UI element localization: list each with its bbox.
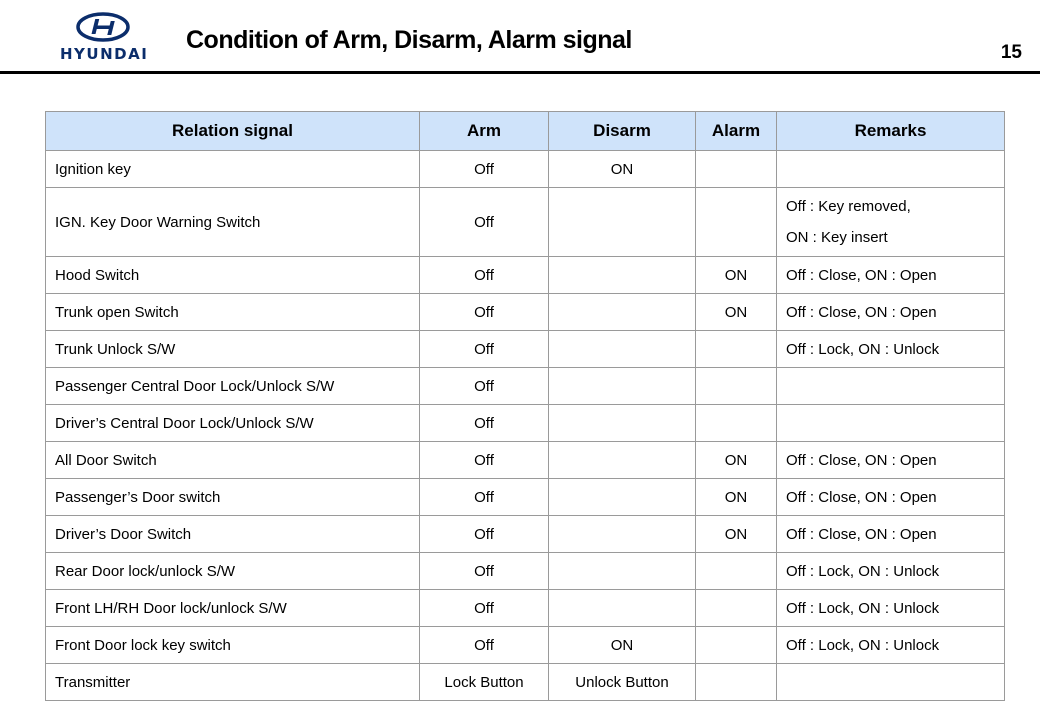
cell-remarks [777, 664, 1005, 701]
cell-alarm [696, 553, 777, 590]
cell-relation-signal: Ignition key [46, 151, 420, 188]
remark-line: Off : Close, ON : Open [786, 525, 937, 543]
cell-disarm [549, 368, 696, 405]
cell-disarm [549, 257, 696, 294]
cell-remarks [777, 442, 1005, 479]
cell-alarm [696, 627, 777, 664]
table-row [46, 188, 1005, 257]
remark-line: Off : Lock, ON : Unlock [786, 340, 940, 358]
cell-remarks [777, 188, 1005, 257]
cell-relation-signal: Trunk Unlock S/W [46, 331, 420, 368]
cell-relation-signal: Front LH/RH Door lock/unlock S/W [46, 590, 420, 627]
table-row [46, 257, 1005, 294]
cell-disarm [549, 188, 696, 257]
cell-disarm [549, 479, 696, 516]
slide-header [0, 0, 1040, 76]
cell-alarm: ON [696, 442, 777, 479]
cell-disarm [549, 590, 696, 627]
cell-arm: Off [420, 294, 549, 331]
cell-remarks [777, 257, 1005, 294]
cell-alarm [696, 188, 777, 257]
cell-arm: Off [420, 405, 549, 442]
cell-relation-signal: IGN. Key Door Warning Switch [46, 188, 420, 257]
cell-remarks [777, 151, 1005, 188]
remark-line: Off : Key removed, [786, 198, 911, 215]
header-divider [0, 71, 1040, 74]
cell-alarm [696, 405, 777, 442]
hyundai-logo [60, 12, 149, 63]
cell-alarm: ON [696, 516, 777, 553]
table-row [46, 368, 1005, 405]
cell-remarks [777, 368, 1005, 405]
cell-relation-signal: Front Door lock key switch [46, 627, 420, 664]
brand-wordmark: HYUNDAI [60, 45, 149, 63]
cell-remarks [777, 553, 1005, 590]
hyundai-emblem-icon [60, 12, 146, 44]
cell-alarm: ON [696, 257, 777, 294]
page-number: 15 [1000, 42, 1022, 63]
cell-alarm [696, 151, 777, 188]
column-header-alarm: Alarm [696, 112, 777, 151]
cell-disarm: Unlock Button [549, 664, 696, 701]
remark-line: Off : Lock, ON : Unlock [786, 599, 940, 617]
cell-arm: Off [420, 627, 549, 664]
cell-disarm [549, 294, 696, 331]
cell-disarm [549, 331, 696, 368]
cell-relation-signal: Passenger’s Door switch [46, 479, 420, 516]
cell-arm: Off [420, 368, 549, 405]
table-row [46, 590, 1005, 627]
cell-relation-signal: Driver’s Door Switch [46, 516, 420, 553]
table-row [46, 294, 1005, 331]
table-row [46, 151, 1005, 188]
column-header-disarm: Disarm [549, 112, 696, 151]
cell-relation-signal: All Door Switch [46, 442, 420, 479]
remark-line: Off : Lock, ON : Unlock [786, 636, 940, 654]
cell-relation-signal: Hood Switch [46, 257, 420, 294]
cell-alarm [696, 368, 777, 405]
cell-arm: Off [420, 188, 549, 257]
remark-line: ON : Key insert [786, 229, 888, 246]
cell-alarm [696, 331, 777, 368]
cell-relation-signal: Driver’s Central Door Lock/Unlock S/W [46, 405, 420, 442]
cell-relation-signal: Transmitter [46, 664, 420, 701]
page-title: Condition of Arm, Disarm, Alarm signal [186, 26, 632, 54]
table-row [46, 664, 1005, 701]
cell-alarm [696, 590, 777, 627]
remark-line: Off : Close, ON : Open [786, 451, 937, 469]
remark-line: Off : Close, ON : Open [786, 303, 937, 321]
table-row [46, 479, 1005, 516]
table-row [46, 553, 1005, 590]
cell-disarm [549, 553, 696, 590]
cell-disarm [549, 442, 696, 479]
cell-remarks [777, 479, 1005, 516]
cell-arm: Off [420, 553, 549, 590]
column-header-remarks: Remarks [777, 112, 1005, 151]
cell-arm: Off [420, 516, 549, 553]
column-header-relation-signal: Relation signal [46, 112, 420, 151]
cell-alarm: ON [696, 294, 777, 331]
table-row [46, 516, 1005, 553]
remark-line: Off : Lock, ON : Unlock [786, 562, 940, 580]
cell-remarks [777, 627, 1005, 664]
table-row [46, 442, 1005, 479]
cell-arm: Off [420, 151, 549, 188]
cell-alarm: ON [696, 479, 777, 516]
remark-line: Off : Close, ON : Open [786, 266, 937, 284]
table-row [46, 405, 1005, 442]
cell-relation-signal: Rear Door lock/unlock S/W [46, 553, 420, 590]
cell-arm: Lock Button [420, 664, 549, 701]
table-row [46, 331, 1005, 368]
cell-arm: Off [420, 331, 549, 368]
cell-relation-signal: Passenger Central Door Lock/Unlock S/W [46, 368, 420, 405]
cell-remarks [777, 405, 1005, 442]
table-body [46, 151, 1005, 701]
cell-remarks [777, 516, 1005, 553]
column-header-arm: Arm [420, 112, 549, 151]
cell-arm: Off [420, 442, 549, 479]
cell-alarm [696, 664, 777, 701]
signal-condition-table [45, 111, 1005, 701]
cell-disarm [549, 516, 696, 553]
cell-disarm: ON [549, 151, 696, 188]
cell-remarks [777, 294, 1005, 331]
cell-arm: Off [420, 479, 549, 516]
table-header-row [46, 112, 1005, 151]
cell-disarm: ON [549, 627, 696, 664]
cell-arm: Off [420, 590, 549, 627]
cell-remarks [777, 590, 1005, 627]
cell-arm: Off [420, 257, 549, 294]
cell-remarks [777, 331, 1005, 368]
cell-disarm [549, 405, 696, 442]
remark-line: Off : Close, ON : Open [786, 488, 937, 506]
table-row [46, 627, 1005, 664]
cell-relation-signal: Trunk open Switch [46, 294, 420, 331]
